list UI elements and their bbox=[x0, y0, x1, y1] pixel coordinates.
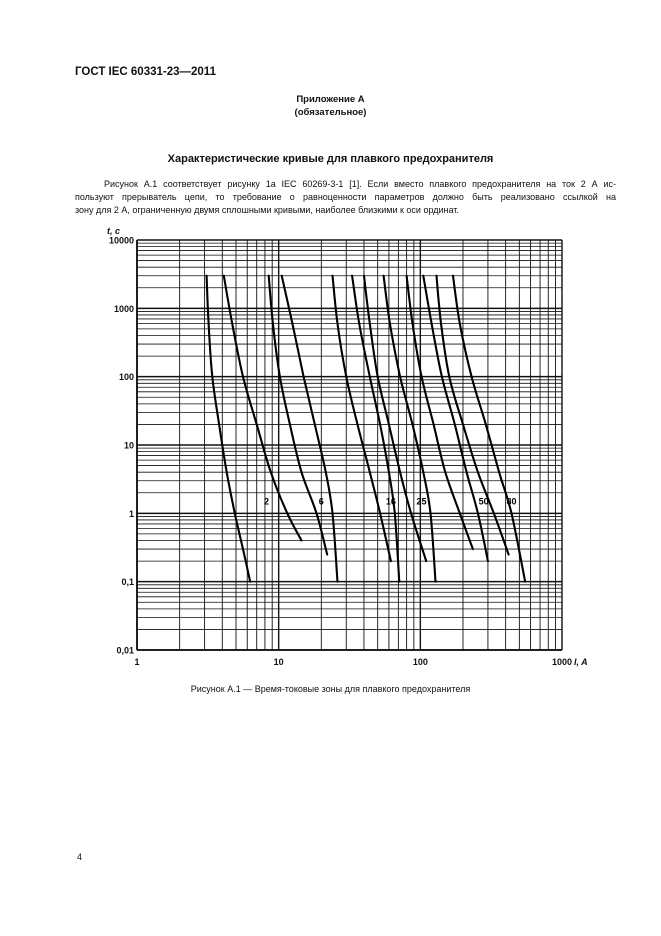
section-title: Характеристические кривые для плавкого предохранителя bbox=[167, 153, 494, 165]
y-tick-label: 0,1 bbox=[121, 577, 134, 588]
curve-zone-2-min bbox=[207, 276, 251, 582]
y-tick-label: 100 bbox=[118, 372, 134, 383]
y-axis-label: t, c bbox=[107, 226, 121, 236]
curve-zone-25-max bbox=[384, 276, 436, 582]
figure-caption: Рисунок А.1 — Время-токовые зоны для плавкого предохранителя bbox=[190, 684, 471, 694]
x-tick-label: 100 bbox=[412, 657, 428, 667]
x-tick-label: 10 bbox=[273, 657, 284, 667]
chart-curves bbox=[207, 276, 526, 582]
annex-title: Приложение А bbox=[296, 94, 365, 105]
document-header-title: ГОСТ IEC 60331-23—2011 bbox=[75, 66, 216, 78]
x-tick-label: 1000 bbox=[551, 657, 573, 667]
y-tick-label: 10 bbox=[123, 440, 134, 451]
paragraph-line-1: Рисунок А.1 соответствует рисунку 1а IEC 60269-3-1 [1]. Если вместо плавкого предохранителя на ток 2 А ис- bbox=[104, 179, 616, 189]
zone-label-50: 50 bbox=[478, 496, 489, 507]
y-tick-label: 0,01 bbox=[116, 645, 134, 656]
x-tick-label: 1 bbox=[134, 657, 140, 667]
chart-grid bbox=[137, 240, 562, 650]
curve-zone-16-min bbox=[333, 276, 391, 561]
chart-labels bbox=[107, 226, 588, 667]
zone-label-6: 6 bbox=[318, 496, 324, 507]
annex-status: (обязательное) bbox=[294, 107, 367, 118]
paragraph-line-2: пользуют прерыватель цепи, то требование о равноценности параметров должно быть реализовано ссылкой на bbox=[75, 192, 616, 202]
zone-label-16: 16 bbox=[385, 496, 396, 507]
y-tick-label: 1000 bbox=[113, 303, 134, 314]
paragraph-line-3: зону для 2 А, ограниченную двумя сплошными кривыми, наиболее близкими к оси ординат. bbox=[75, 205, 459, 215]
y-tick-label: 1 bbox=[128, 508, 134, 519]
zone-label-80: 80 bbox=[506, 496, 517, 507]
x-axis-label: I, A bbox=[574, 657, 588, 667]
page-number: 4 bbox=[77, 852, 83, 862]
zone-label-2: 2 bbox=[263, 496, 269, 507]
zone-label-25: 25 bbox=[416, 496, 427, 507]
y-tick-label: 10000 bbox=[108, 235, 134, 246]
